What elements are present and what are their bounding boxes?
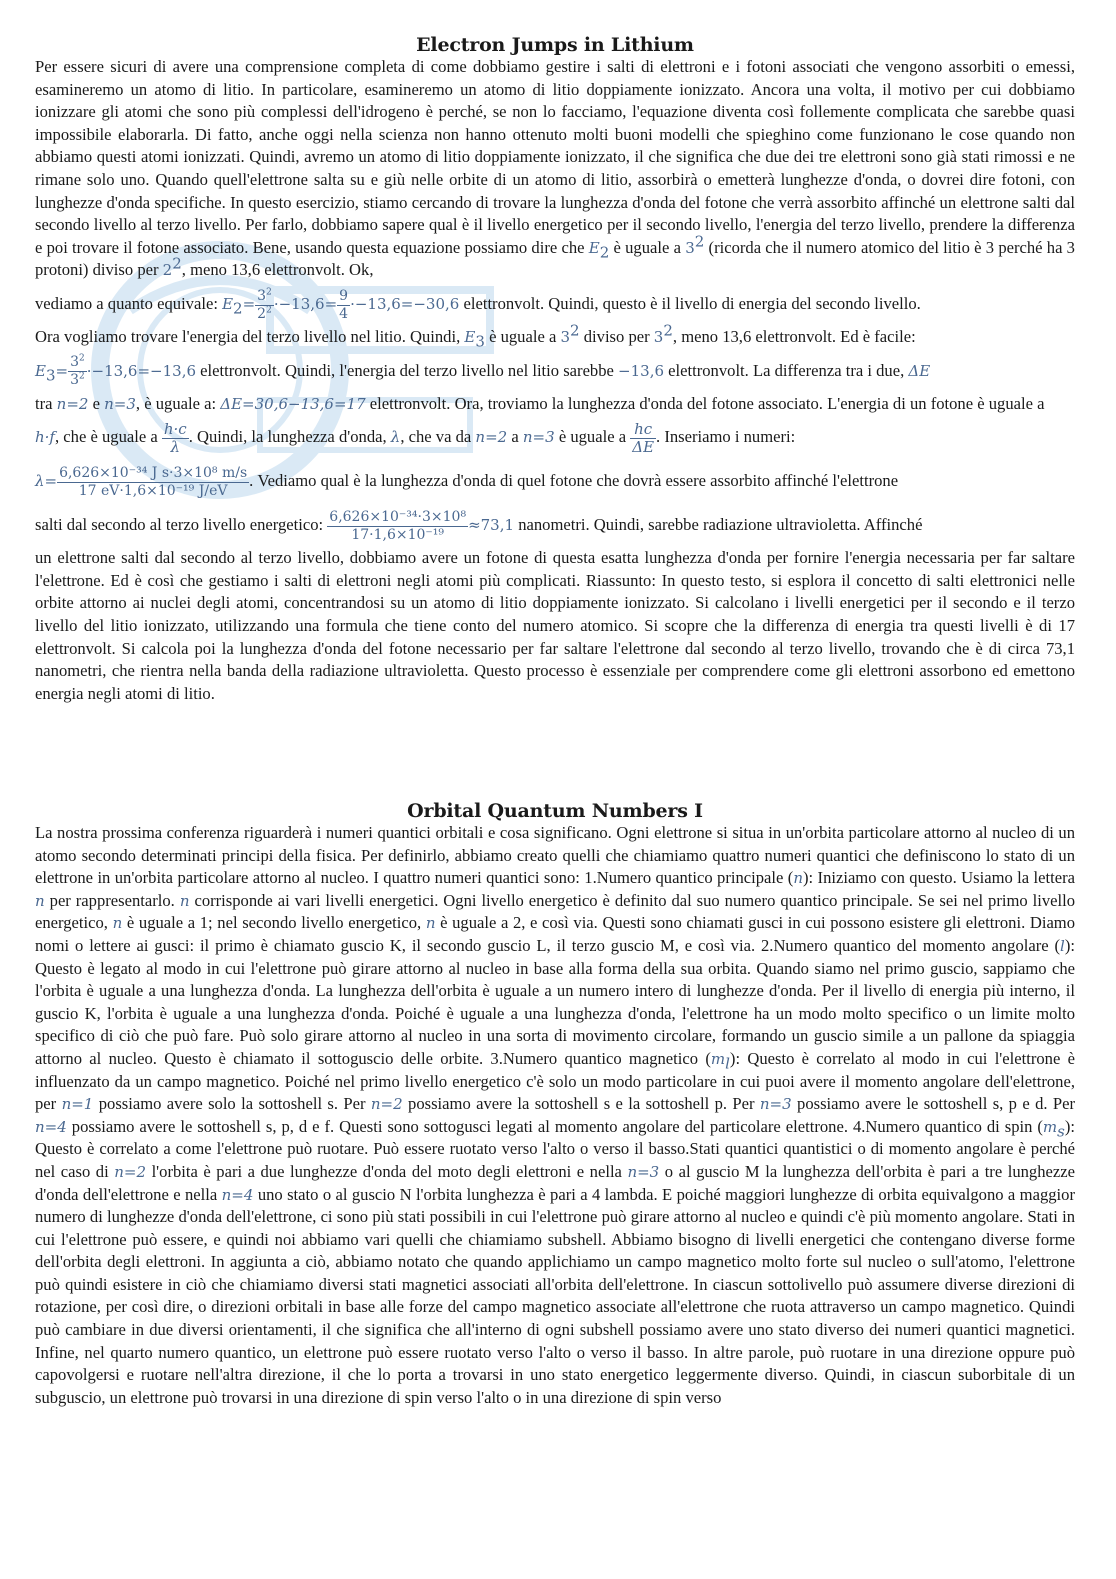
section-title: Electron Jumps in Lithium [416, 34, 694, 56]
equation-line-result: salti dal secondo al terzo livello energetico: $\frac{\text{6,626×10⁻³⁴·3×10⁸}}{\text{17·1,6×10⁻¹⁹}}$ ≈73,1 nanometri. Quindi, sarebbe radiazione ultravioletta. Affinché [35, 508, 923, 543]
fraction: $\frac{\text{6,626×10⁻³⁴·3×10⁸}}{\text{17·1,6×10⁻¹⁹}}$ [329, 508, 467, 543]
body-paragraph: un elettrone salti dal secondo al terzo livello, dobbiamo avere un fotone di questa esatta lunghezza d'onda per fornire l'energia necessaria per far saltare l'elettrone. Ed è così che gestiamo i salti di elettroni negli atomi più complicati. Riassunto: In questo testo, si esplora il concetto di salti elettronici nelle orbite attorno ai nuclei degli atomi, concentrandosi su un atomo di litio doppiamente ionizzato. Si calcolano i livelli energetici per il secondo e il terzo livello del litio ionizzato, utilizzando una formula che tiene conto del numero atomico. Si scopre che la differenza di energia tra questi livelli è di 17 elettronvolt. Si calcola poi la lunghezza d'onda del fotone necessario per far saltare l'elettrone dal secondo al terzo livello, trovando che è di circa 73,1 nanometri, che rientra nella banda della radiazione ultravioletta. Questo processo è essenziale per comprendere come gli elettroni assorbono ed emettono energia negli atomi di litio. [35, 548, 1075, 703]
fraction: $\frac{hc}{\Delta E}$ [632, 419, 655, 456]
section-electron-jumps [35, 34, 1075, 705]
section-title: Orbital Quantum Numbers I [407, 800, 703, 822]
body-paragraph: La nostra prossima conferenza riguarderà i numeri quantici orbitali e cosa significano. Ogni elettrone si situa in un'orbita particolare attorno al nucleo di un atomo secondo determinati principi della fisica. Per definirlo, abbiamo creato quelli che chiamiamo quattro numeri quantici che definiscono lo stato di un elettrone in un'orbita particolare attorno al nucleo. I quattro numeri quantici sono: 1.Numero quantico principale (n): Iniziamo con questo. Usiamo la lettera n per rappresentarlo. n corrisponde ai vari livelli energetici. Ogni livello energetico è definito dal suo numero quantico principale. Se sei nel primo livello energetico, n è uguale a 1; nel secondo livello energetico, n è uguale a 2, e così via. Questi sono chiamati gusci in cui possono esistere gli elettroni. Diamo nomi o lettere ai gusci: il primo è chiamato guscio K, il secondo guscio L, il terzo guscio M, e così via. 2.Numero quantico del momento angolare (l): Questo è legato al modo in cui l'elettrone può girare attorno al nucleo in base alla forma della sua orbita. Quando siamo nel primo guscio, sappiamo che l'orbita è uguale a una lunghezza d'onda. La lunghezza dell'orbita è uguale a un numero intero di lunghezze d'onda. Per il livello di energia più interno, il guscio K, l'orbita è uguale a una lunghezza d'onda. Poiché è uguale a una lunghezza d'onda, l'elettrone ha un modo molto specifico o un limite molto specifico di ciò che può fare. Può solo girare attorno al nucleo in una sorta di movimento circolare, formando un guscio simile a un pallone da spiaggia attorno al nucleo. Questo è chiamato il sottoguscio delle orbite. 3.Numero quantico magnetico $(m_l)$: Questo è correlato al modo in cui l'elettrone è influenzato da un campo magnetico. Poiché nel primo livello energetico c'è solo un modo particolare in cui puoi avere il momento angolare dell'elettrone, per n=1 possiamo avere solo la sottoshell s. Per n=2 possiamo avere la sottoshell s e la sottoshell p. Per n=3 possiamo avere le sottoshell s, p e d. Per n=4 possiamo avere le sottoshell s, p, d e f. Questi sono sottogusci legati al momento angolare del particolare elettrone. 4.Numero quantico di spin $(m_s)$: Questo è correlato a come l'elettrone può ruotare. Può essere ruotato verso l'alto o verso il basso.Stati quantici quantistici o di momento angolare è perché nel caso di n=2 l'orbita è pari a due lunghezze d'onda del moto degli elettroni e nella n=3 o al guscio M la lunghezza dell'orbita è pari a tre lunghezze d'onda dell'elettrone e nella n=4 uno stato o al guscio N l'orbita lunghezza è pari a 4 lambda. E poiché maggiori lunghezze di orbita equivalgono a maggior numero di lunghezze d'onda dell'elettrone, ci sono più stati possibili in cui l'elettrone può girare attorno al nucleo e quindi c'è più momento angolare. Stati in cui l'elettrone può essere, e quindi noi abbiamo vari quelli che chiamiamo subshell. Abbiamo bisogno di livelli energetici che contengano diverse forme dell'orbita degli elettroni. In aggiunta a ciò, abbiamo notato che quando applichiamo un campo magnetico molto forte sul nucleo o sull'atomo, l'elettrone può quindi esistere in ciò che chiamiamo diversi stati magnetici associati all'orbita dell'elettrone. In ciascun sottolivello può assumere diverse direzioni di rotazione, per così dire, o direzioni orbitali in base alle forze del campo magnetico associate all'elettrone che ruota attraverso un campo magnetico. Quindi può cambiare in due diversi orientamenti, il che significa che all'interno di ogni subshell possiamo avere uno stato diverso dei numeri quantici magnetici. Infine, nel quarto numero quantico, un elettrone può essere ruotato verso l'alto o verso il basso. In altre parole, può ruotare in una direzione oppure può capovolgersi e ruotare nell'altra direzione, il che lo porta a trovarsi in uno stato energetico leggermente diverso. Quindi, in ciascun suborbitale di un subguscio, un elettrone può trovarsi in una direzione di spin verso l'alto o in una direzione di spin verso [35, 823, 1076, 1407]
body-paragraph: tra n=2 e n=3, è uguale a: ΔE=30,6−13,6=17 elettronvolt. Ora, troviamo la lunghezza d'onda del fotone associato. L'energia di un fotone è uguale a [35, 393, 1045, 413]
fraction: $\frac{h\cdot c}{\lambda}$ [163, 419, 187, 456]
fraction: $\frac{\text{6,626×10⁻³⁴ J s·3×10⁸ m/s}}{\text{17 eV·1,6×10⁻¹⁹ J/eV}}$ [59, 464, 248, 499]
equation-line-values: λ= $\frac{\text{6,626×10⁻³⁴ J s·3×10⁸ m/s}}{\text{17 eV·1,6×10⁻¹⁹ J/eV}}$ . Vediamo qual è la lunghezza d'onda di quel fotone che dovrà essere assorbito affinché l'elettrone [35, 464, 899, 499]
body-paragraph: Ora vogliamo trovare l'energia del terzo livello nel litio. Quindi, $E_3$ è uguale a $3^2$ diviso per $3^2$, meno 13,6 elettronvolt. Ed è facile: [35, 321, 916, 351]
fraction: $\frac{3^2}{3^2}$ [70, 353, 85, 389]
equation-line-e3: $E_3=$ $\frac{3^2}{3^2}$ ·−13,6=−13,6 elettronvolt. Quindi, l'energia del terzo livello nel litio sarebbe −13,6 elettronvolt. La differenza tra i due, ΔE [35, 353, 931, 389]
equation-line-e2: vediamo a quanto equivale: $E_2=$ $\frac{3^2}{2^2}$ ·−13,6= $\frac{9}{4}$ ·−13,6=−30,6 elettronvolt. Quindi, questo è il livello di energia del secondo livello. [35, 286, 921, 322]
fraction: $\frac{3^2}{2^2}$ [257, 286, 272, 322]
section-orbital-quantum-numbers [35, 800, 1075, 1409]
body-paragraph: Per essere sicuri di avere una comprensione completa di come dobbiamo gestire i salti di elettroni e i fotoni associati che vengono assorbiti o emessi, esamineremo un atomo di litio. In particolare, esamineremo un atomo di litio doppiamente ionizzato. Ancora una volta, il motivo per cui dobbiamo ionizzare gli atomi che sono più complessi dell'idrogeno è perché, se non lo facciamo, l'equazione diventa così follemente complicata che sarebbe quasi impossibile elaborarla. Di fatto, anche oggi nella scienza non hanno ottenuto molti buoni modelli che spieghino come funzionano le cose quando non abbiamo questi atomi ionizzati. Quindi, avremo un atomo di litio doppiamente ionizzato, il che significa che due dei tre elettroni sono già stati rimossi e ne rimane solo uno. Quando quell'elettrone salta su e giù nelle orbite di un atomo di litio, assorbirà o emetterà lunghezze d'onda, o dovrei dire fotoni, con lunghezze d'onda specifiche. In questo esercizio, stiamo cercando di trovare la lunghezza d'onda del fotone che verrà assorbito affinché un elettrone salti dal secondo livello al terzo livello. Per farlo, dobbiamo sapere qual è il livello energetico per il secondo livello, l'energia del terzo livello, prendere la differenza e poi trovare il fotone associato. Bene, usando questa equazione possiamo dire che $E_2$ è uguale a $3^2$ (ricorda che il numero atomico del litio è 3 perché ha 3 protoni) diviso per $2^2$, meno 13,6 elettronvolt. Ok, [35, 57, 1075, 280]
fraction: $\frac{9}{4}$ [339, 287, 349, 322]
equation-line-lambda: h·f, che è uguale a $\frac{h\cdot c}{\lambda}$ . Quindi, la lunghezza d'onda, λ, che va da n=2 a n=3 è uguale a $\frac{hc}{\Delta E}$ . Inseriamo i numeri: [35, 419, 796, 456]
